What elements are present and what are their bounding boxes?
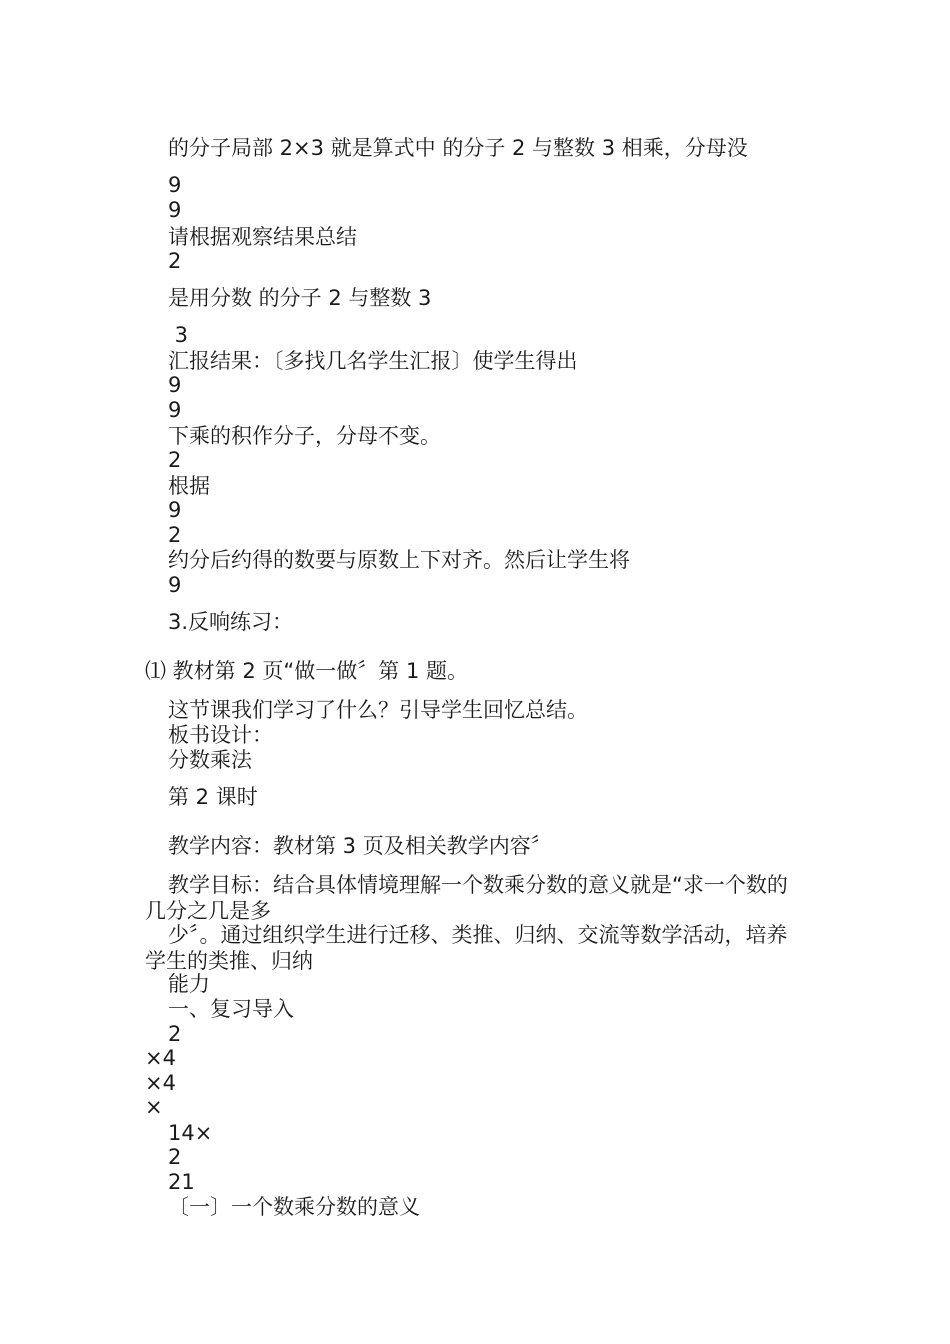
text-line-18: 3.反响练习： (168, 610, 294, 634)
text-line-34: 2 (168, 1145, 182, 1169)
text-line-36: 〔一〕一个数乘分数的意义 (168, 1195, 420, 1219)
text-line-27: 能力 (168, 972, 210, 996)
text-line-23: 第 2 课时 (168, 785, 258, 809)
text-line-28: 一、复习导入 (168, 997, 294, 1021)
text-line-29: 2 (168, 1022, 182, 1046)
text-line-24: 教学内容：教材第 3 页及相关教学内容〞 (168, 834, 552, 858)
text-line-16: 约分后约得的数要与原数上下对齐。然后让学生将 (168, 548, 630, 572)
text-line-14: 9 (168, 498, 182, 522)
text-line-19: ⑴ 教材第 2 页“做一做〞第 1 题。 (145, 659, 468, 683)
text-line-10: 9 (168, 398, 182, 422)
text-line-3: 9 (168, 198, 182, 222)
text-line-33: 14× (168, 1121, 213, 1145)
text-line-26: 少〞。通过组织学生进行迁移、类推、归纳、交流等数学活动，培养学生的类推、归纳 (145, 923, 788, 973)
text-line-6: 是用分数 的分子 2 与整数 3 (168, 286, 432, 310)
text-line-32: × (145, 1095, 163, 1119)
text-line-35: 21 (168, 1170, 195, 1194)
text-line-17: 9 (168, 573, 182, 597)
text-line-30: ×4 (145, 1046, 176, 1070)
text-line-1: 的分子局部 2×3 就是算式中 的分子 2 与整数 3 相乘，分母没 (168, 136, 748, 160)
text-line-8: 汇报结果：〔多找几名学生汇报〕使学生得出 (168, 349, 578, 373)
text-line-15: 2 (168, 523, 182, 547)
text-line-20: 这节课我们学习了什么？引导学生回忆总结。 (168, 698, 588, 722)
text-line-11: 下乘的积作分子，分母不变。 (168, 424, 441, 448)
text-line-31: ×4 (145, 1071, 176, 1095)
text-line-12: 2 (168, 448, 182, 472)
text-line-7: 3 (168, 323, 189, 347)
text-line-25: 教学目标：结合具体情境理解一个数乘分数的意义就是“求一个数的几分之几是多 (145, 873, 788, 923)
text-line-5: 2 (168, 249, 182, 273)
text-line-13: 根据 (168, 474, 210, 498)
text-line-9: 9 (168, 373, 182, 397)
text-line-4: 请根据观察结果总结 (168, 225, 357, 249)
text-line-22: 分数乘法 (168, 748, 252, 772)
text-line-2: 9 (168, 173, 182, 197)
text-line-21: 板书设计： (168, 723, 273, 747)
